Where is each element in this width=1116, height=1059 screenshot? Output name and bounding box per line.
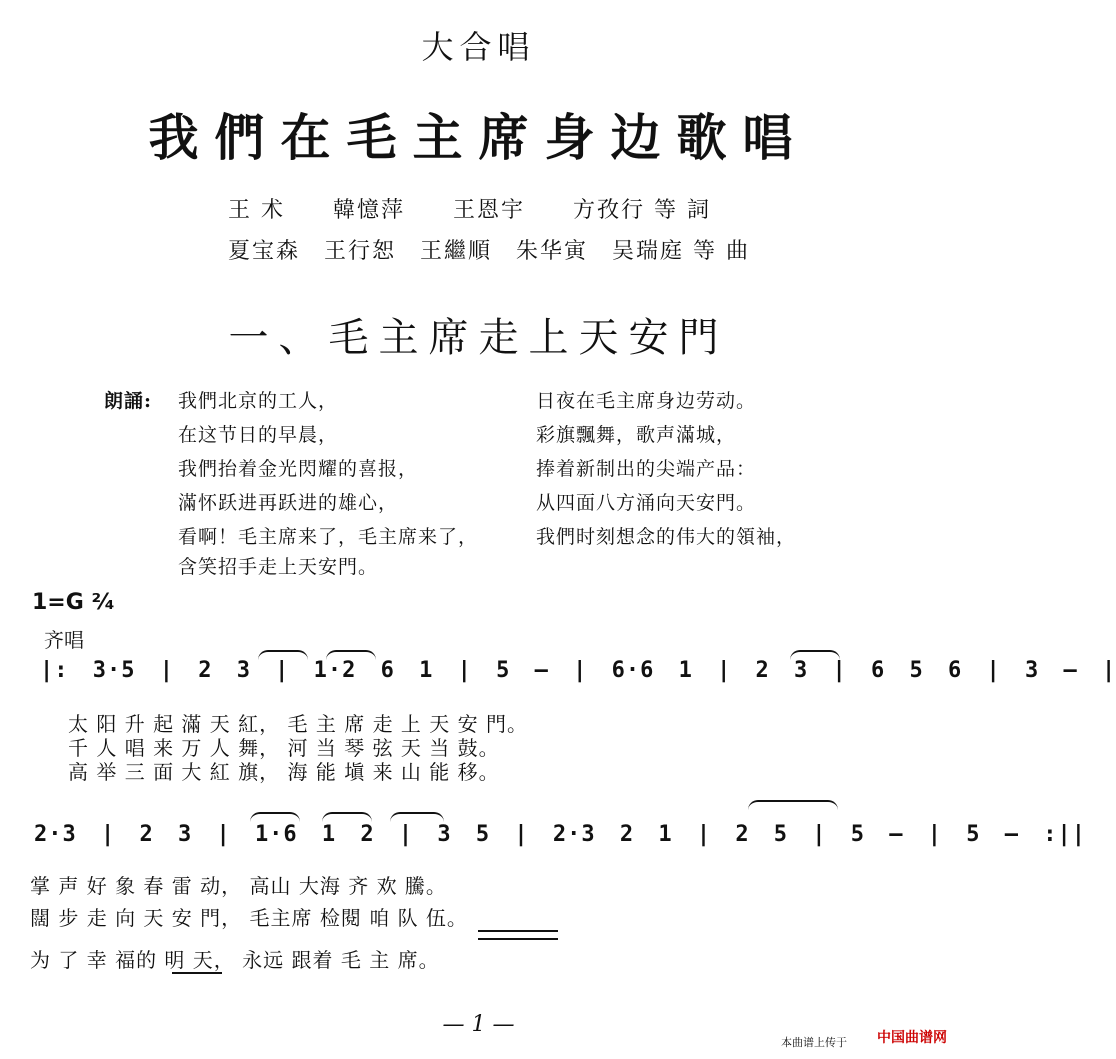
slur xyxy=(250,812,300,822)
recitation-line: 日夜在毛主席身边劳动。 xyxy=(536,390,757,412)
key-signature: 1=G ²⁄₄ xyxy=(32,590,115,615)
slur xyxy=(326,650,376,660)
tie xyxy=(748,800,838,810)
lyrics-verse-2: 千 人 唱 来 万 人 舞， 河 当 琴 弦 天 当 鼓。 xyxy=(68,736,500,760)
lyrics-verse-1: 太 阳 升 起 滿 天 紅， 毛 主 席 走 上 天 安 門。 xyxy=(68,712,529,736)
recitation-line: 滿怀跃进再跃进的雄心， xyxy=(178,492,399,514)
recitation-line: 从四面八方涌向天安門。 xyxy=(536,492,757,514)
extension-line xyxy=(478,930,558,932)
slur xyxy=(322,812,372,822)
recitation-line: 捧着新制出的尖端产品： xyxy=(536,458,757,480)
recitation-line: 彩旗飄舞，歌声滿城， xyxy=(536,424,737,446)
recitation-line: 在这节日的早晨， xyxy=(178,424,339,446)
voice-marking: 齐唱 xyxy=(44,628,84,652)
page-number: — 1 — xyxy=(442,1012,515,1037)
extension-line xyxy=(478,938,558,940)
slur xyxy=(258,650,308,660)
site-logo[interactable]: 中国曲谱网 xyxy=(877,1030,947,1046)
page-title: 我們在毛主席身边歌唱 xyxy=(148,108,809,167)
recitation-line: 含笑招手走上天安門。 xyxy=(178,556,379,578)
lyrics-verse-3: 为 了 幸 福的 明 天， 永远 跟着 毛 主 席。 xyxy=(30,948,440,972)
recitation-line: 我們时刻想念的伟大的領袖， xyxy=(536,526,797,548)
slur xyxy=(790,650,840,660)
recitation-line: 我們北京的工人， xyxy=(178,390,339,412)
notation-line-2: 2·3 | 2 3 | 1·6 1 2 | 3 5 | 2·3 2 1 | 2 5 | 5 — | 5 — :|| xyxy=(34,822,1086,847)
recitation-line: 看啊！毛主席来了，毛主席来了， xyxy=(178,526,479,548)
lyrics-verse-3: 高 举 三 面 大 紅 旗， 海 能 塡 来 山 能 移。 xyxy=(68,760,500,784)
lyricists-credit: 王 术 韓憶萍 王恩宇 方孜行 等 詞 xyxy=(228,198,711,223)
section-title: 一、毛主席走上天安門 xyxy=(228,315,729,361)
recitation-label: 朗誦: xyxy=(104,390,153,412)
lyrics-verse-1: 掌 声 好 象 春 雷 动， 高山 大海 齐 欢 騰。 xyxy=(30,874,447,898)
recitation-line: 我們抬着金光閃耀的喜报， xyxy=(178,458,419,480)
extension-line xyxy=(172,972,222,974)
work-kind: 大合唱 xyxy=(421,28,536,66)
upload-credit: 本曲谱上传于 xyxy=(781,1036,847,1049)
notation-line-1: |: 3·5 | 2 3 | 1·2 6 1 | 5 — | 6·6 1 | 2 3 | 6 5 6 | 3 — | xyxy=(40,658,1116,683)
composers-credit: 夏宝森 王行恕 王繼順 朱华寅 吴瑞庭 等 曲 xyxy=(228,239,750,264)
slur xyxy=(390,812,444,822)
lyrics-verse-2: 闊 步 走 向 天 安 門， 毛主席 检閱 咱 队 伍。 xyxy=(30,906,468,930)
